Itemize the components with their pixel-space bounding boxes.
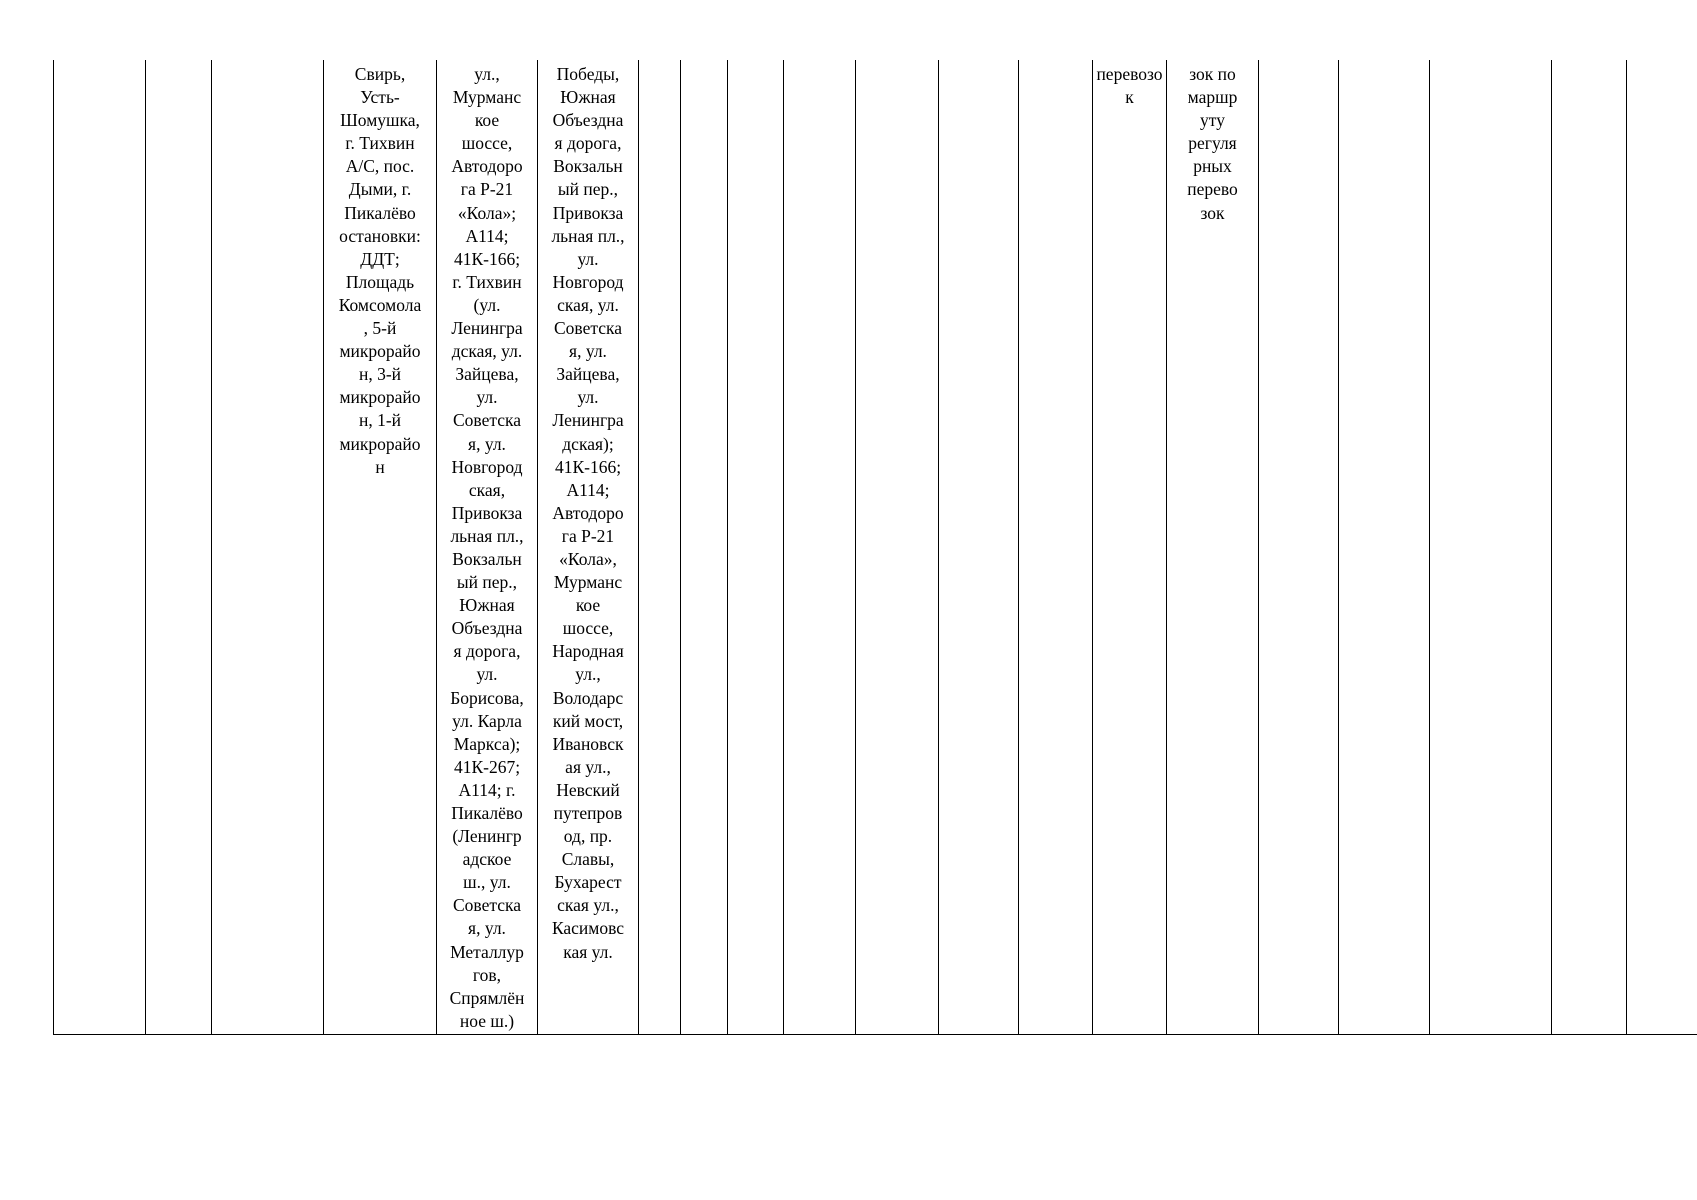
route-streets-return-cell: Победы, Южная Объездна я дорога, Вокзальн ый пер., Привокза льная пл., ул. Новгород ская, ул. Советска я, ул. Зайцева, ул. Ленингра дская); 41К-166; А114; Автодоро га Р-21 «Кола», Мурманс кое шоссе, Народная ул., Володарс кий мост, Ивановск ая ул., Невский путепров од, пр. Славы, Бухарест ская ул., Касимовс кая ул. (538, 60, 639, 1035)
route-registry-table (53, 60, 1697, 1035)
table-cell-7 (639, 60, 681, 1035)
table-cell-2 (146, 60, 212, 1035)
table-cell-21 (1627, 60, 1697, 1035)
table-cell-20 (1552, 60, 1627, 1035)
table-cell-19 (1430, 60, 1552, 1035)
table-cell-11 (856, 60, 939, 1035)
table-cell-9 (728, 60, 784, 1035)
table-cell-3 (212, 60, 324, 1035)
table-cell-8 (681, 60, 728, 1035)
table-cell-10 (784, 60, 856, 1035)
stops-cell: Свирь, Усть- Шомушка, г. Тихвин А/С, пос. Дыми, г. Пикалёво остановки: ДДТ; Площадь Комсомола , 5-й микрорайо н, 3-й микрорайо н, 1-й микрорайо н (324, 60, 437, 1035)
table-cell-18 (1339, 60, 1430, 1035)
table-cell-13 (1019, 60, 1093, 1035)
carrier-cell: перевозо к (1093, 60, 1167, 1035)
table-row (54, 60, 1697, 1035)
table-cell-1 (54, 60, 146, 1035)
transport-type-cell: зок по маршр уту регуля рных перево зок (1167, 60, 1259, 1035)
table-cell-17 (1259, 60, 1339, 1035)
route-streets-forward-cell: ул., Мурманс кое шоссе, Автодоро га Р-21 «Кола»; А114; 41К-166; г. Тихвин (ул. Ленингра дская, ул. Зайцева, ул. Советска я, ул. Новгород ская, Привокза льная пл., Вокзальн ый пер., Южная Объездна я дорога, ул. Борисова, ул. Карла Маркса); 41К-267; А114; г. Пикалёво (Ленингр адское ш., ул. Советска я, ул. Металлур гов, Спрямлён ное ш.) (437, 60, 538, 1035)
table-cell-12 (939, 60, 1019, 1035)
